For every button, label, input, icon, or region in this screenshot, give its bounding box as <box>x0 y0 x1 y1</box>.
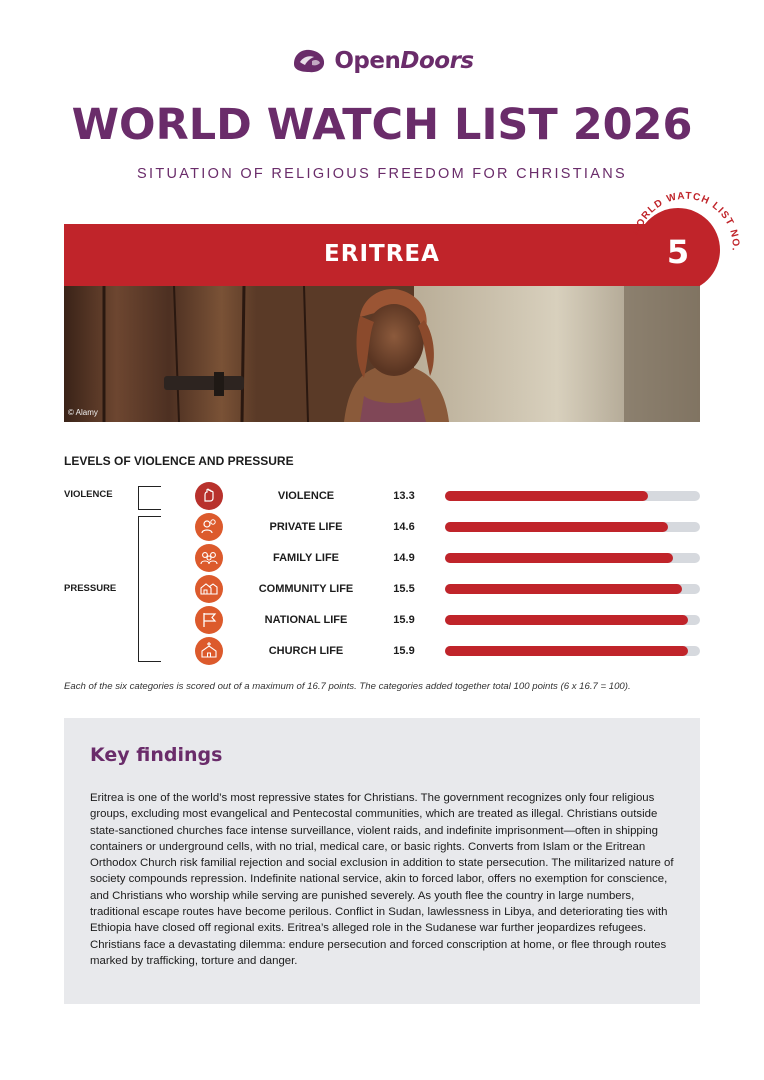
community-life-houses-icon <box>195 575 223 603</box>
page-subtitle: SITUATION OF RELIGIOUS FREEDOM FOR CHRISTIANS <box>137 166 627 182</box>
score-bar-track <box>445 584 700 594</box>
country-name: ERITREA <box>324 241 440 267</box>
scoring-footnote: Each of the six categories is scored out of a maximum of 16.7 points. The categories added together total 100 points (6 x 16.7 = 100). <box>64 681 631 692</box>
category-row <box>0 544 764 572</box>
national-life-flag-icon <box>195 606 223 634</box>
category-score: 15.9 <box>393 614 415 626</box>
pressure-group-label: PRESSURE <box>64 583 117 594</box>
category-name: COMMUNITY LIFE <box>258 583 354 595</box>
score-bar-fill <box>445 615 688 625</box>
svg-text:WORLD WATCH LIST NO. <box>631 191 741 253</box>
logo-wordmark: OpenDoors <box>334 48 474 74</box>
rank-label: WORLD WATCH LIST NO. <box>631 190 741 253</box>
key-findings-text: Eritrea is one of the world’s most repressive states for Christians. The government recognizes only four religious groups, excluding most evangelical and Pentecostal communities, which are treated as illegal. Christians outside state-sanctioned churches face intense surveillance, violent raids, and indefinite imprisonment—often in shipping containers or underground cells, with no trial, medical care, or basic rights. Converts from Islam or the Eritrean Orthodox Church risk familial rejection and social exclusion in addition to state persecution. The militarized nature of society compounds repression. Indefinite national service, akin to forced labor, offers no exemption for conscience, and Christians who worship while serving are punished severely. As youth flee the country in large numbers, traditional escape routes have become perilous. Conflict in Sudan, lawlessness in Libya, and deteriorating ties with Ethiopia have closed off regional exits. Eritrea’s alleged role in the Sudanese war further jeopardizes refugees. Christians face a devastating dilemma: endure persecution and forced conscription at home, or flee through routes marked by trafficking, torture and danger. <box>90 792 674 967</box>
photo-credit: © Alamy <box>68 408 98 417</box>
score-bar-track <box>445 553 700 563</box>
score-bar-track <box>445 491 700 501</box>
page-title: WORLD WATCH LIST 2026 <box>71 100 693 150</box>
rank-number: 5 <box>666 233 690 271</box>
category-score: 14.6 <box>393 521 415 533</box>
category-score: 15.5 <box>393 583 415 595</box>
category-row <box>0 606 764 634</box>
open-doors-logo-icon <box>290 46 328 76</box>
category-row <box>0 513 764 541</box>
score-bar-track <box>445 522 700 532</box>
levels-heading: LEVELS OF VIOLENCE AND PRESSURE <box>64 454 294 468</box>
score-bar-fill <box>445 646 688 656</box>
score-bar-track <box>445 615 700 625</box>
hero-photo <box>64 286 700 422</box>
violence-fist-icon <box>195 482 223 510</box>
key-findings-title: Key findings <box>90 744 223 766</box>
family-life-people-icon <box>195 544 223 572</box>
private-life-person-icon <box>195 513 223 541</box>
category-name: CHURCH LIFE <box>268 645 344 657</box>
category-score: 14.9 <box>393 552 415 564</box>
church-life-building-icon <box>195 637 223 665</box>
category-name: NATIONAL LIFE <box>264 614 348 626</box>
category-score: 15.9 <box>393 645 415 657</box>
violence-group-label: VIOLENCE <box>64 489 113 500</box>
category-name: FAMILY LIFE <box>272 552 339 564</box>
score-bar-fill <box>445 491 648 501</box>
category-row <box>0 575 764 603</box>
score-bar-fill <box>445 584 682 594</box>
open-doors-logo <box>0 44 764 78</box>
score-bar-fill <box>445 553 673 563</box>
score-bar-fill <box>445 522 668 532</box>
category-name: VIOLENCE <box>277 490 335 502</box>
category-name: PRIVATE LIFE <box>269 521 343 533</box>
score-bar-track <box>445 646 700 656</box>
category-row <box>0 482 764 510</box>
category-score: 13.3 <box>393 490 415 502</box>
category-row <box>0 637 764 665</box>
